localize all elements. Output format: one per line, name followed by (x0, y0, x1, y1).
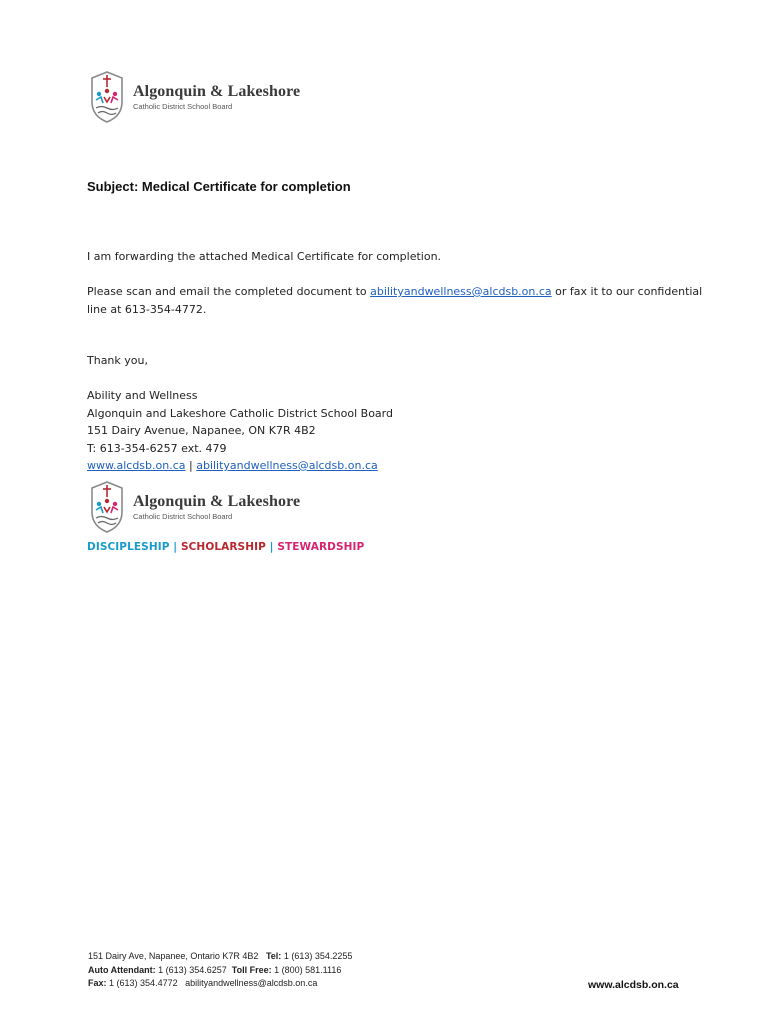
footer-website: www.alcdsb.on.ca (588, 979, 679, 991)
link-separator: | (185, 459, 197, 472)
instructions-fax-line: line at 613-354-4772. (87, 302, 207, 316)
footer-fax-label: Fax: (88, 978, 107, 988)
school-board-crest-icon (87, 480, 127, 534)
motto-scholarship: SCHOLARSHIP (180, 541, 266, 553)
footer (88, 950, 352, 991)
logo-subtitle: Catholic District School Board (133, 101, 233, 111)
paragraph-instructions (87, 283, 702, 318)
logo-name: Algonquin & Lakeshore (133, 492, 301, 510)
motto-stewardship: STEWARDSHIP (277, 541, 365, 553)
footer-email: abilityandwellness@alcdsb.on.ca (185, 978, 318, 988)
footer-tel-label: Tel: (265, 951, 282, 961)
motto-separator: | (169, 541, 181, 553)
motto-separator: | (265, 541, 278, 553)
footer-auto-label: Auto Attendant: (88, 964, 156, 975)
footer-tel: 1 (613) 354.2255 (283, 951, 353, 961)
footer-auto: 1 (613) 354.6257 (158, 964, 227, 975)
instructions-text-continued: or fax it to our confidential (551, 285, 703, 298)
email-link[interactable]: abilityandwellness@alcdsb.on.ca (370, 285, 552, 298)
subject-line: Subject: Medical Certificate for completion (87, 179, 351, 194)
logo-subtitle: Catholic District School Board (133, 511, 233, 521)
footer-address: 151 Dairy Ave, Napanee, Ontario K7R 4B2 (88, 951, 259, 961)
paragraph-forwarding: I am forwarding the attached Medical Certificate for completion. (87, 250, 442, 263)
signature-address: 151 Dairy Avenue, Napanee, ON K7R 4B2 (87, 424, 316, 437)
school-board-crest-icon (87, 70, 127, 124)
motto-discipleship: DISCIPLESHIP (87, 541, 170, 553)
signature-org: Algonquin and Lakeshore Catholic District School Board (87, 406, 393, 420)
closing: Thank you, (87, 354, 148, 367)
signature-email-link[interactable]: abilityandwellness@alcdsb.on.ca (196, 459, 378, 472)
signature-block (87, 387, 393, 475)
signature-phone: T: 613-354-6257 ext. 479 (87, 441, 227, 455)
signature-dept: Ability and Wellness (87, 389, 198, 402)
motto (87, 541, 364, 553)
footer-tollfree: 1 (800) 581.1116 (274, 964, 342, 975)
signature-logo (87, 480, 300, 534)
footer-fax: 1 (613) 354.4772 (109, 978, 178, 988)
header-logo (87, 70, 300, 124)
footer-tollfree-label: Toll Free: (231, 964, 272, 975)
logo-name: Algonquin & Lakeshore (133, 82, 301, 100)
website-link[interactable]: www.alcdsb.on.ca (87, 459, 186, 472)
instructions-text: Please scan and email the completed document to (87, 285, 371, 298)
